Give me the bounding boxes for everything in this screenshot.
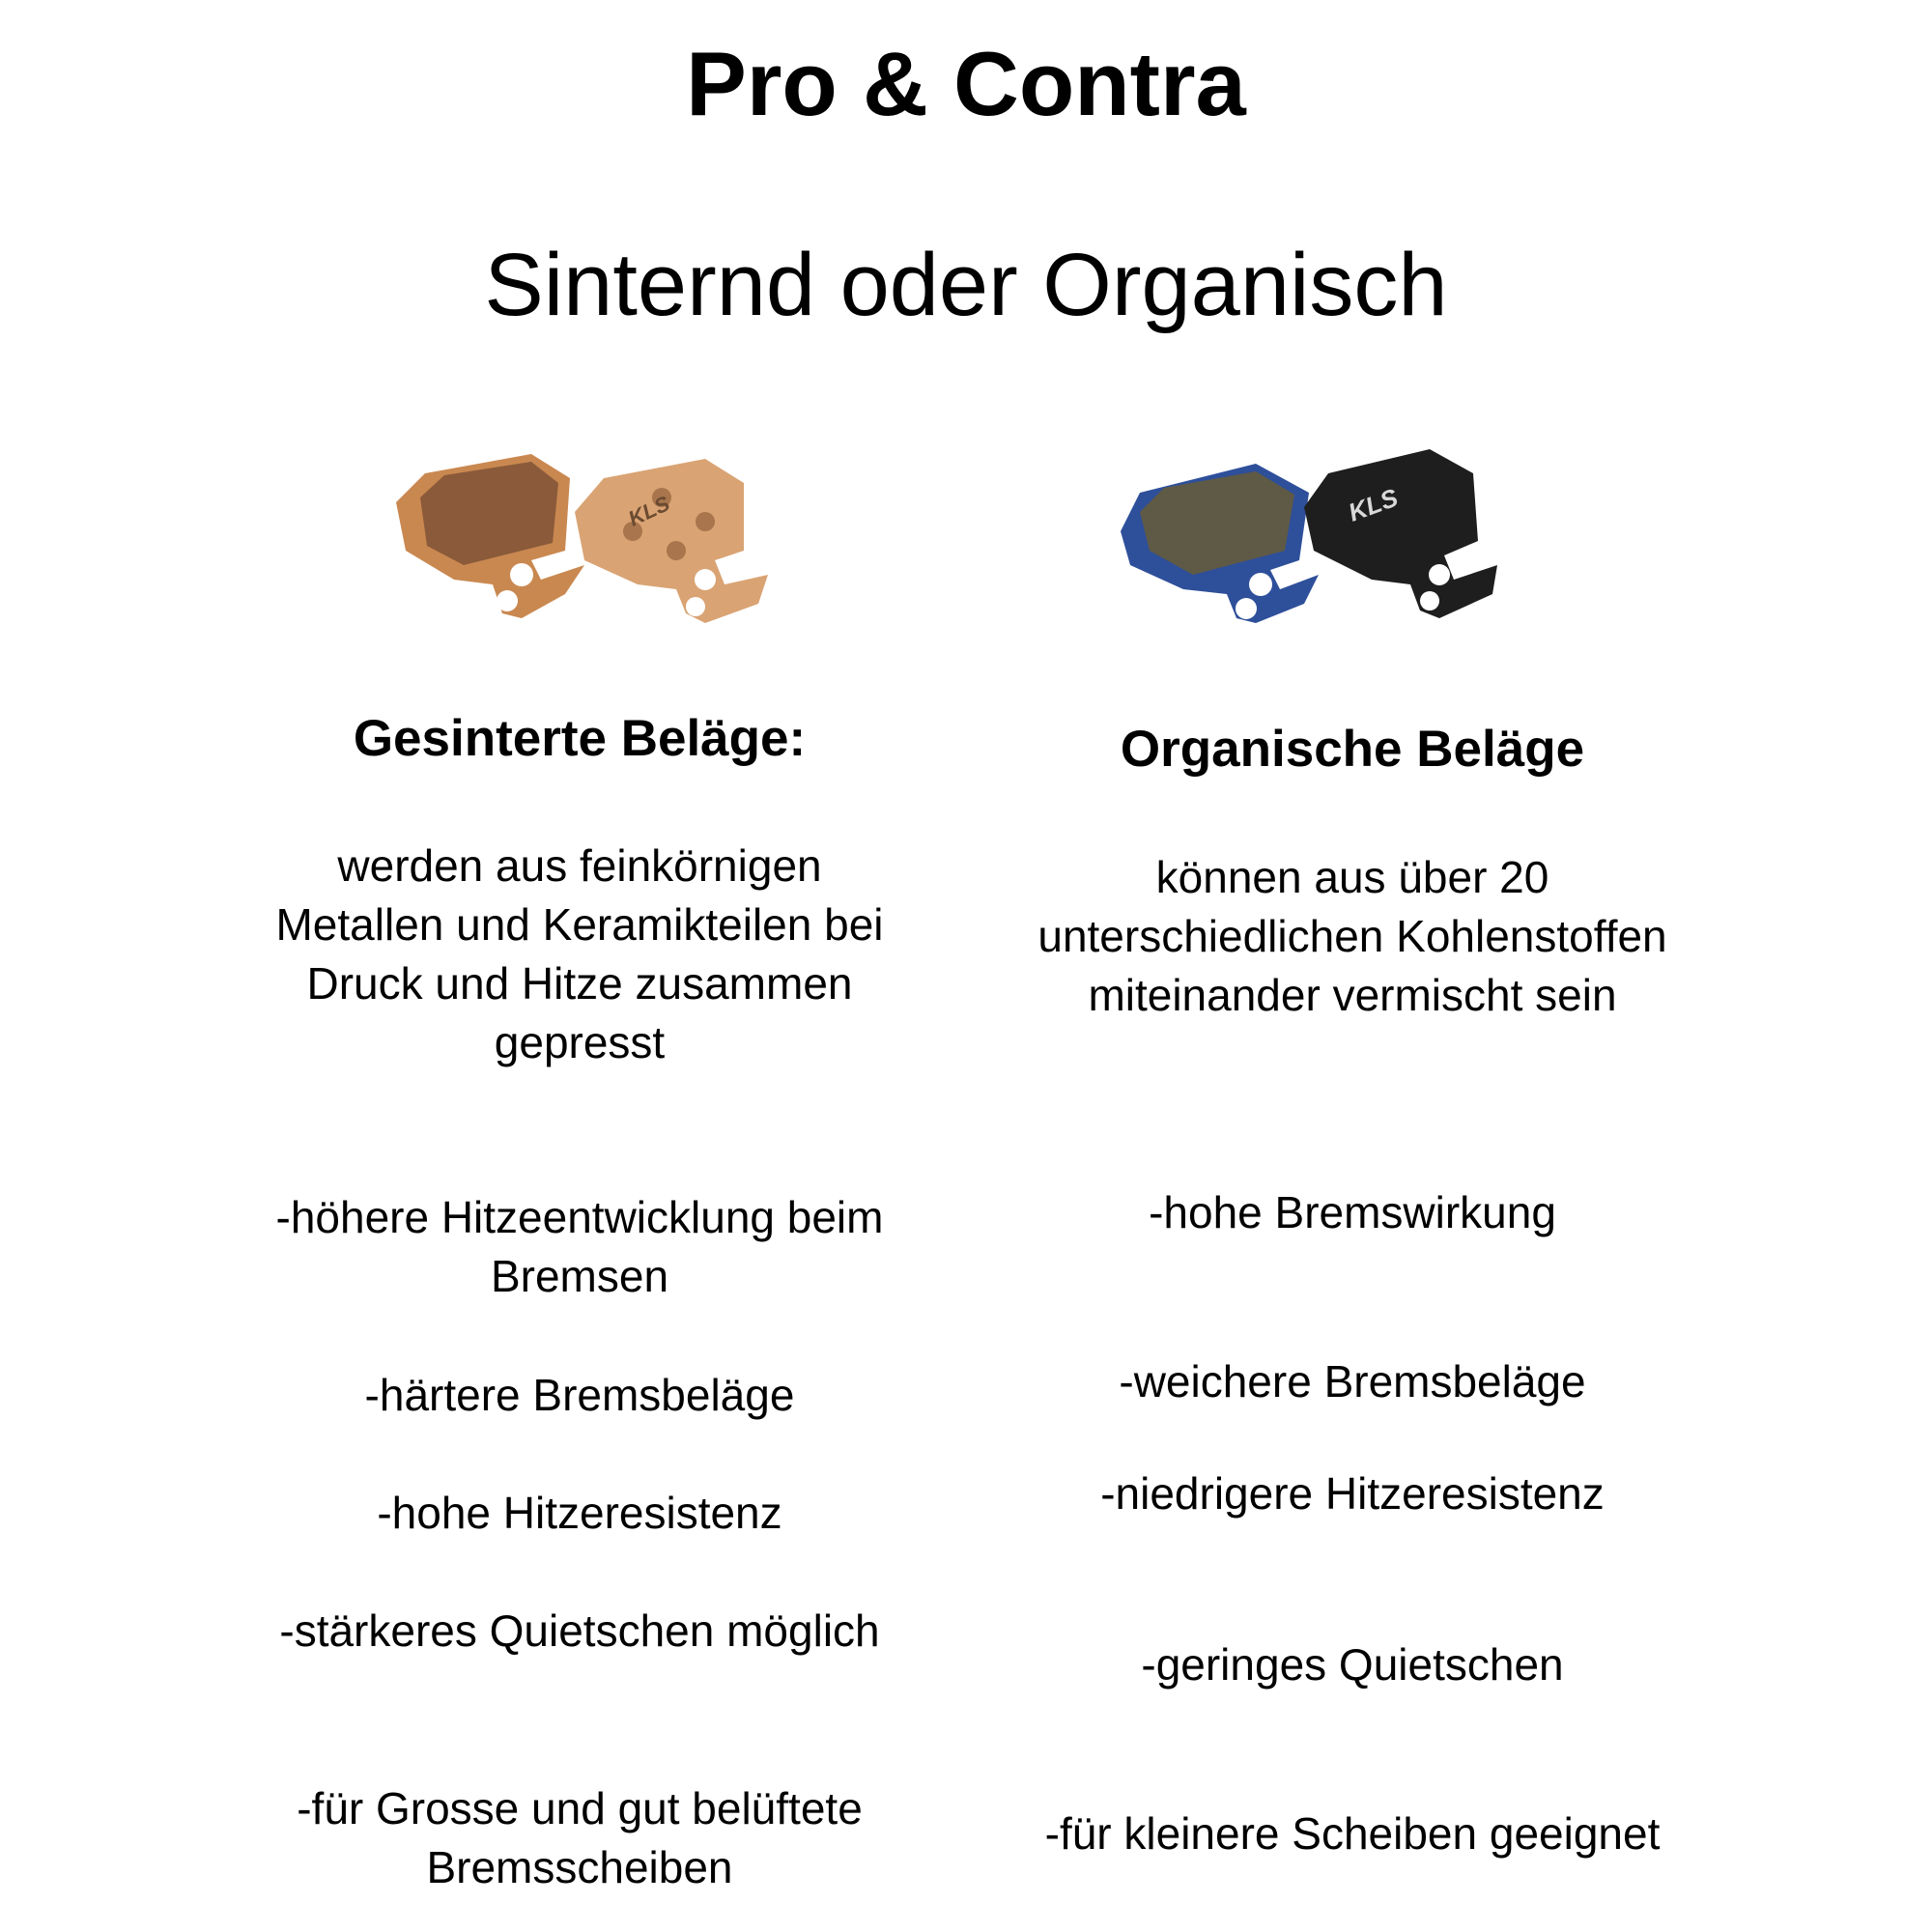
organic-brake-pads-icon bbox=[1111, 386, 1536, 696]
page-title: Pro & Contra bbox=[686, 33, 1246, 134]
organic-description: können aus über 20 unterschiedlichen Kohlenstoffen miteinander vermischt sein bbox=[1037, 852, 1667, 1020]
organic-point: -hohe Bremswirkung bbox=[1149, 1187, 1556, 1237]
organic-point: -für kleinere Scheiben geeignet bbox=[1044, 1808, 1661, 1859]
sintered-pads-image bbox=[386, 386, 811, 696]
sintered-point: -hohe Hitzeresistenz bbox=[377, 1488, 782, 1538]
kls-logo: KLS bbox=[624, 491, 673, 531]
organic-point: -geringes Quietschen bbox=[1141, 1639, 1564, 1690]
sintered-point: -stärkeres Quietschen möglich bbox=[279, 1605, 880, 1656]
sintered-heading: Gesinterte Beläge: bbox=[353, 710, 807, 767]
sintered-brake-pads-icon bbox=[386, 386, 811, 696]
organic-heading: Organische Beläge bbox=[1120, 721, 1585, 778]
sintered-point: -härtere Bremsbeläge bbox=[364, 1370, 795, 1420]
kls-logo: KLS bbox=[1344, 482, 1402, 527]
sintered-point: -für Grosse und gut belüftete Bremsscheiben bbox=[297, 1783, 863, 1892]
sintered-point: -höhere Hitzeentwicklung beim Bremsen bbox=[275, 1192, 884, 1301]
organic-point: -weichere Bremsbeläge bbox=[1119, 1356, 1586, 1406]
organic-pads-image bbox=[1111, 386, 1536, 696]
sintered-description: werden aus feinkörnigen Metallen und Keramikteilen bei Druck und Hitze zusammen gepresst bbox=[275, 840, 884, 1067]
page-subtitle: Sinternd oder Organisch bbox=[484, 236, 1448, 334]
organic-point: -niedrigere Hitzeresistenz bbox=[1100, 1468, 1605, 1519]
